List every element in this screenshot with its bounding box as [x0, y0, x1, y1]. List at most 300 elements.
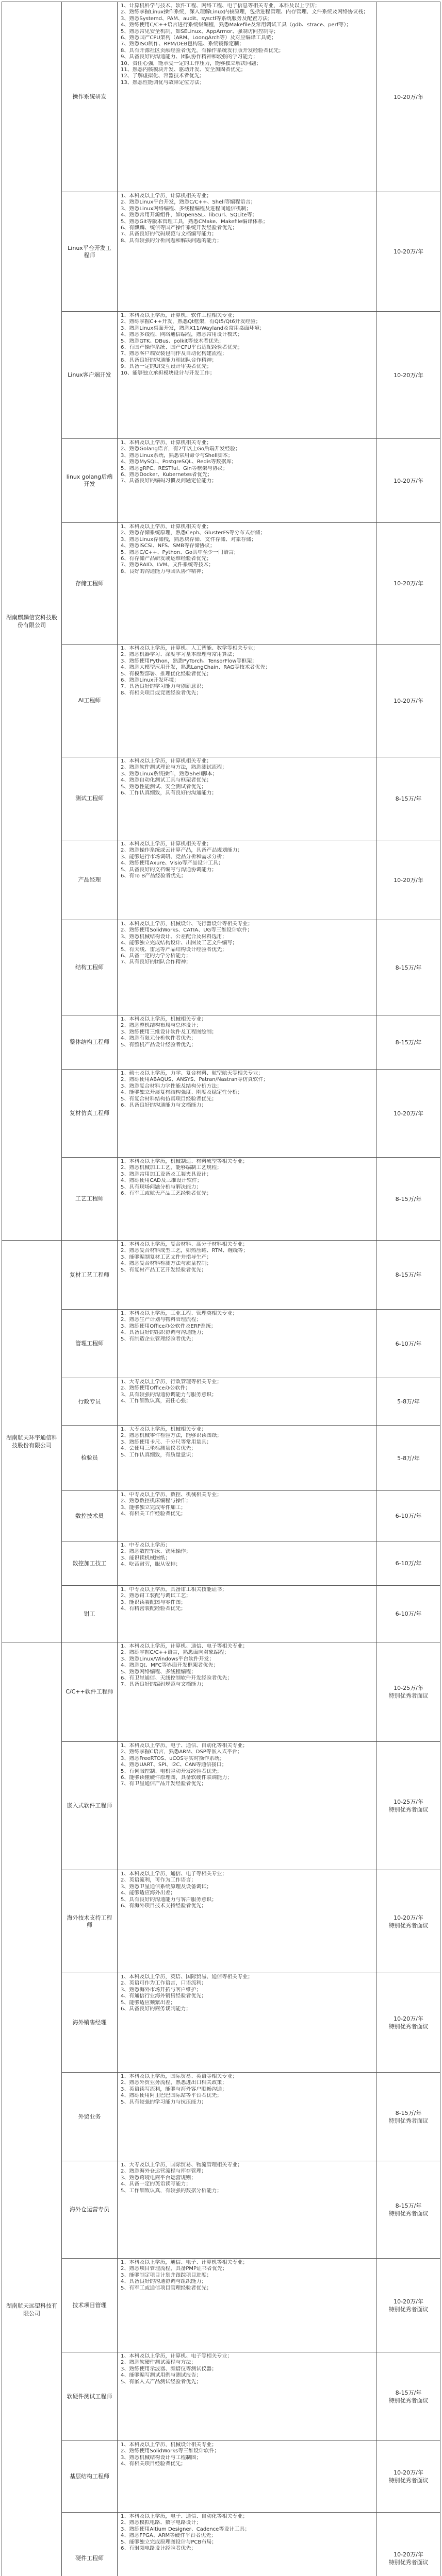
salary-text: 10-20万/年 特别优秀者面议	[388, 1914, 429, 1929]
requirement-line: 2、熟悉钳工装配与调试工艺；	[121, 1593, 191, 1599]
position-title: Linux平台开发工程师	[68, 244, 111, 259]
requirement-line: 5、熟悉网络编程、多线程编程；	[121, 1669, 197, 1675]
requirement-line: 1、中专及以上学历，具备钳工相关技能证书；	[121, 1587, 227, 1592]
requirement-line: 5、熟悉性能测试、安全测试者优先；	[121, 784, 207, 790]
requirement-line: 2、熟悉生产计划与物料管理流程；	[121, 1317, 202, 1323]
requirement-line: 1、本科及以上学历，计算机、软件工程相关专业；	[121, 313, 238, 318]
requirement-line: 3、能够编制复材工艺文件并指导生产；	[121, 1254, 212, 1260]
company-name: 湖南航天远望科技有限公司	[6, 2302, 57, 2317]
position-title: 操作系统研发	[72, 93, 107, 100]
salary-cell	[377, 523, 440, 645]
requirement-line: 1、本科及以上学历，电子、通信、自动化等相关专业；	[121, 1743, 248, 1749]
requirement-line: 4、熟悉iSCSI、NFS、SMB等存储协议；	[121, 543, 216, 549]
salary-cell	[377, 1586, 440, 1642]
position-cell	[62, 2441, 117, 2513]
requirement-line: 4、能够编写测试用例与测试报告；	[121, 2372, 202, 2379]
salary-text: 6-10万/年	[395, 1560, 422, 1567]
requirement-line: 3、英语读写流利，能够与海外客户顺畅沟通；	[121, 2086, 227, 2092]
requirement-line: 1、本科及以上学历，复合材料、高分子材料相关专业；	[121, 1242, 248, 1247]
requirements-cell	[118, 1015, 376, 1070]
requirement-line: 3、具有较强的沟通协调能力与服务意识；	[121, 1392, 217, 1398]
requirement-line: 5、具有良好的沟通能力与客户服务意识；	[121, 1896, 217, 1903]
position-title: 复材工艺工程师	[70, 1271, 109, 1278]
requirement-line: 5、有复合材料结构仿真项目经验者优先；	[121, 1096, 217, 1102]
requirement-line: 4、熟悉自动化测试工具与框架者优先；	[121, 777, 212, 784]
requirement-line: 3、熟悉Linux存储栈，熟悉块存储、文件存储、对象存储；	[121, 536, 257, 543]
requirement-line: 4、有通信行业海外销售经验者优先；	[121, 1993, 207, 1999]
salary-text: 10-20万/年	[394, 248, 423, 255]
position-cell	[62, 1158, 117, 1241]
requirements-cell	[118, 1158, 376, 1241]
requirement-line: 8、具备良好的沟通能力和团队合作精神；	[121, 357, 217, 363]
requirement-line: 3、熟练使用示波器、频谱仪等测试仪器；	[121, 2366, 217, 2372]
requirement-line: 3、熟悉复合材料力学性能及结构分析方法；	[121, 1083, 222, 1089]
position-column	[62, 2, 118, 2576]
requirement-line: 1、本科及以上学历，工业工程、管理类相关专业；	[121, 1311, 238, 1316]
requirement-line: 11、熟悉内核模块开发、驱动开发、安全加固者优先；	[121, 67, 246, 73]
position-cell	[62, 757, 117, 840]
requirement-line: 1、本科及以上学历，机械相关专业；	[121, 1016, 207, 1022]
requirement-line: 1、本科及以上学历，通信、电子等相关专业；	[121, 1871, 227, 1877]
position-cell	[62, 2352, 117, 2441]
requirements-cell	[118, 645, 376, 757]
requirement-line: 5、能够独立完成原理图设计与PCB布局；	[121, 2539, 217, 2545]
position-title: 复材仿真工程师	[70, 1110, 109, 1116]
requirement-line: 10、责任心强，能承受一定的工作压力，能够独立解决问题；	[121, 60, 261, 66]
requirement-line: 2、熟悉整机结构布局与总体设计；	[121, 1023, 202, 1029]
position-title: 测试工程师	[75, 795, 104, 802]
requirements-cell	[118, 1870, 376, 1973]
requirement-line: 1、本科及以上学历，计算机相关专业；	[121, 440, 212, 446]
requirement-line: 2、熟练掌握C++开发，熟悉Qt框架，有Qt5/Qt6开发经验；	[121, 319, 261, 325]
salary-cell	[377, 1241, 440, 1310]
requirement-line: 3、熟练使用Altium Designer、Cadence等设计工具；	[121, 2526, 250, 2532]
salary-text: 6-10万/年	[395, 1340, 422, 1347]
requirement-line: 4、熟悉多线程、网络通信编程，熟悉常用设计模式；	[121, 332, 243, 338]
requirement-line: 3、能够独立完成零件加工；	[121, 1504, 186, 1511]
requirement-line: 5、熟悉常见安全机制，如SELinux、AppArmor、强制访问控制等；	[121, 28, 279, 35]
requirement-line: 2、熟练使用Office办公软件；	[121, 1385, 191, 1392]
position-cell	[62, 1742, 117, 1870]
requirement-line: 5、工作认真细致，有质量意识；	[121, 1452, 197, 1458]
salary-cell	[377, 192, 440, 312]
requirement-line: 7、熟悉RAID、LVM、文件系统等技术；	[121, 562, 214, 568]
company-cell	[2, 1241, 61, 1642]
position-title: 数控技术员	[75, 1512, 104, 1519]
salary-text: 8-15万/年 特别优秀者面议	[388, 2109, 429, 2124]
requirement-line: 6、有麒麟、统信等国产操作系统开发经验者优先；	[121, 225, 238, 231]
requirement-line: 1、本科及以上学历，计算机、电子等相关专业；	[121, 2353, 233, 2359]
requirement-line: 1、本科及以上学历，计算机相关专业；	[121, 758, 212, 764]
requirement-line: 10、能够独立承担模块设计与开发工作；	[121, 370, 215, 376]
requirement-line: 5、有军工或通信项目管理经验者优先；	[121, 2285, 212, 2291]
position-cell	[62, 1541, 117, 1586]
requirement-line: 3、熟悉常用加工设备及工装夹具设计；	[121, 1171, 212, 1177]
requirement-line: 3、熟悉机械结构设计与工程制图；	[121, 2454, 202, 2461]
requirement-line: 6、具备良好的商务谈判能力；	[121, 2006, 191, 2012]
requirement-line: 6、工作认真细致，具有良好的沟通能力；	[121, 790, 217, 796]
salary-cell	[377, 2161, 440, 2259]
requirement-line: 1、中专及以上学历，数控、机械相关专业；	[121, 1492, 222, 1498]
requirement-line: 5、有制造企业管理经验者优先；	[121, 1336, 197, 1342]
requirement-line: 2、熟悉复合材料成型工艺，如热压罐、RTM、缠绕等；	[121, 1248, 249, 1254]
requirement-line: 3、熟悉跨境电商平台运营规则；	[121, 2175, 197, 2181]
requirement-line: 4、具备良好的沟通协调与组织能力；	[121, 2279, 207, 2285]
requirement-line: 2、熟悉机器学习、深度学习基本原理与常用算法；	[121, 652, 238, 658]
salary-text: 6-10万/年	[395, 1513, 422, 1519]
position-cell	[62, 1378, 117, 1426]
requirement-line: 3、熟悉Linux系统操作，熟悉Shell脚本；	[121, 771, 218, 777]
requirement-line: 12、了解虚拟化、容器技术者优先；	[121, 73, 205, 79]
requirements-cell	[118, 1426, 376, 1491]
salary-text: 10-20万/年	[394, 371, 423, 379]
requirement-line: 1、大专及以上学历，机械相关专业；	[121, 1427, 207, 1432]
requirement-line: 2、熟悉软件测试理论与方法，熟悉测试流程；	[121, 765, 227, 771]
requirement-line: 2、熟练掌握C语言，熟悉ARM、DSP等嵌入式平台；	[121, 1749, 242, 1755]
salary-cell	[377, 1070, 440, 1158]
position-cell	[62, 523, 117, 645]
salary-text: 10-20万/年 特别优秀者面议	[388, 2298, 429, 2313]
requirement-line: 5、熟悉gRPC、RESTful、Gin等框架与协议；	[121, 465, 228, 471]
position-title: 海外销售经理	[72, 2019, 107, 2026]
requirement-line: 3、熟悉机械结构设计、公差配合及材料选用；	[121, 934, 227, 940]
requirement-line: 4、熟悉FPGA、ARM等硬件平台者优先；	[121, 2533, 217, 2539]
position-title: 基层结构工程师	[70, 2473, 109, 2480]
requirement-line: 3、熟悉海外市场开拓与客户维护；	[121, 1987, 202, 1993]
requirement-line: 6、有存储产品研发或运维经验者优先；	[121, 556, 212, 562]
requirements-cell	[118, 2513, 376, 2576]
requirement-line: 4、具备一定的英语读写能力；	[121, 2181, 191, 2188]
requirement-line: 7、具备良好的编码规范与文档能力；	[121, 1682, 207, 1688]
requirement-line: 4、熟练使用CAD及三维设计软件；	[121, 1178, 202, 1184]
requirement-line: 6、有军工或航天产品工艺经验者优先；	[121, 1191, 212, 1197]
salary-text: 8-15万/年 特别优秀者面议	[388, 2202, 429, 2217]
position-cell	[62, 1015, 117, 1070]
requirement-line: 3、能够制定项目计划并跟踪项目进度；	[121, 2272, 212, 2278]
position-title: 外贸业务	[78, 2113, 101, 2120]
position-cell	[62, 312, 117, 439]
salary-text: 10-20万/年 特别优秀者面议	[388, 2551, 429, 2566]
requirement-line: 3、能够进行市场调研、竞品分析和需求分析；	[121, 854, 227, 860]
position-cell	[62, 2161, 117, 2259]
requirements-cell	[118, 2441, 376, 2513]
company-cell	[2, 1642, 61, 2576]
requirement-line: 4、熟悉常用开源组件，如OpenSSL、libcurl、SQLite等；	[121, 212, 257, 218]
company-cell	[2, 2, 61, 1241]
position-title: 行政专员	[78, 1398, 101, 1405]
requirement-line: 3、熟悉Linux系统，熟悉常用命令与Shell脚本；	[121, 452, 233, 459]
salary-cell	[377, 2, 440, 192]
salary-text: 8-15万/年	[395, 1272, 422, 1278]
requirement-line: 2、英语流利，可作为工作语言；	[121, 1877, 197, 1884]
requirement-line: 5、具备良好的文档编写与沟通协调能力；	[121, 867, 217, 873]
requirements-cell	[118, 312, 376, 439]
salary-text: 10-20万/年	[394, 477, 423, 484]
salary-cell	[377, 1158, 440, 1241]
position-title: 产品经理	[78, 876, 101, 883]
requirement-line: 6、具备一定的力学分析能力；	[121, 953, 191, 959]
requirements-cell	[118, 1241, 376, 1310]
requirement-line: 1、本科及以上学历，计算机相关专业；	[121, 193, 212, 199]
requirement-line: 7、具有良好的团队合作精神；	[121, 959, 191, 965]
requirement-line: 3、熟练使用三维设计软件及工程图绘制；	[121, 1029, 217, 1035]
position-cell	[62, 439, 117, 523]
requirement-line: 7、具备良好的学习能力与创新意识；	[121, 684, 207, 690]
requirements-cell	[118, 2352, 376, 2441]
requirements-cell	[118, 2073, 376, 2161]
requirement-line: 5、工作细致认真，有较强的数据分析能力；	[121, 2188, 222, 2194]
requirement-line: 4、吃苦耐劳，服从安排；	[121, 1562, 181, 1568]
salary-cell	[377, 2352, 440, 2441]
requirement-line: 2、熟练使用SolidWorks、CATIA、UG等三维设计软件；	[121, 927, 253, 934]
requirements-cell	[118, 1642, 376, 1742]
salary-cell	[377, 1426, 440, 1491]
requirement-line: 5、有伺服控制、电机驱动开发经验者优先；	[121, 1768, 222, 1774]
requirement-line: 1、本科及以上学历，机械设计相关专业；	[121, 2442, 217, 2448]
position-title: 检验员	[81, 1454, 98, 1461]
salary-cell	[377, 2259, 440, 2352]
requirement-line: 8、具有开源社区贡献经验者优先，有操作系统发行版开发经验者优先；	[121, 47, 284, 54]
requirement-line: 1、大专及以上学历，行政管理等相关专业；	[121, 1379, 222, 1385]
position-title: AI工程师	[78, 697, 101, 704]
salary-text: 8-15万/年 特别优秀者面议	[388, 2389, 429, 2404]
position-cell	[62, 840, 117, 920]
salary-text: 10-20万/年	[394, 93, 423, 100]
requirement-line: 4、熟练使用C/C++语言进行系统级编程，熟悉Makefile及常用调试工具（gdb、strace、perf等）；	[121, 22, 352, 28]
salary-text: 5-8万/年	[397, 1454, 420, 1462]
position-cell	[62, 2259, 117, 2352]
requirement-line: 6、有卫星通信、天线控制软件开发经验者优先；	[121, 1675, 233, 1682]
requirement-line: 4、有相关项目经验者优先；	[121, 2461, 186, 2467]
requirement-line: 2、熟悉Linux平台开发，熟悉C/C++、Shell等编程语言；	[121, 199, 256, 206]
salary-text: 10-25万/年 特别优秀者面议	[388, 1685, 429, 1699]
requirement-line: 5、有天线、雷达等产品结构设计经验者优先；	[121, 946, 227, 953]
requirements-cell	[118, 1070, 376, 1158]
requirement-line: 2、熟练使用SolidWorks等三维设计软件；	[121, 2448, 220, 2454]
position-title: 硬件工程师	[75, 2555, 104, 2562]
position-cell	[62, 1870, 117, 1973]
requirement-line: 3、熟悉Linux/Windows平台软件开发；	[121, 1656, 215, 1662]
requirement-line: 8、具有较强的分析问题和解决问题的能力；	[121, 238, 222, 244]
requirement-line: 3、熟悉Linux桌面开发，熟悉X11/Wayland及常用桌面环境；	[121, 325, 265, 331]
requirement-line: 3、能识读机械图纸；	[121, 1555, 171, 1561]
salary-text: 10-20万/年	[394, 876, 423, 884]
requirement-line: 1、本科及以上学历，国际贸易、英语等相关专业；	[121, 2074, 238, 2079]
salary-text: 5-8万/年	[397, 1398, 420, 1405]
requirements-cell	[118, 1541, 376, 1586]
requirements-cell	[118, 2259, 376, 2352]
requirement-line: 6、有To B产品经验者优先；	[121, 873, 186, 879]
requirement-line: 5、具有现场问题分析与解决能力；	[121, 1184, 202, 1190]
requirement-line: 1、计算机科学与技术、软件工程、网络工程、电子信息等相关专业，本科及以上学历；	[121, 3, 320, 9]
position-cell	[62, 1586, 117, 1642]
position-cell	[62, 1241, 117, 1310]
requirement-line: 7、熟悉ISO制作、RPM/DEB包构建、系统镜像定制；	[121, 41, 244, 47]
salary-cell	[377, 2513, 440, 2576]
requirement-line: 2、熟悉操作系统或云计算产品，具备产品规划能力；	[121, 848, 243, 854]
requirements-cell	[118, 1378, 376, 1426]
requirements-cell	[118, 523, 376, 645]
requirement-line: 2、熟悉海外仓运营流程与库存管理；	[121, 2168, 207, 2175]
position-cell	[62, 1491, 117, 1541]
salary-text: 6-10万/年	[395, 1611, 422, 1617]
requirement-line: 1、本科及以上学历，计算机、通信、电子等相关专业；	[121, 1643, 248, 1649]
salary-cell	[377, 1642, 440, 1742]
position-title: 结构工程师	[75, 964, 104, 971]
requirement-line: 3、熟练使用Python，熟悉PyTorch、TensorFlow等框架；	[121, 658, 257, 664]
requirement-line: 2、英语可作为工作语言，口语流利；	[121, 1980, 207, 1987]
requirements-cell	[118, 192, 376, 312]
requirement-line: 6、熟悉Docker、Kubernetes者优先；	[121, 472, 212, 478]
requirement-line: 4、会使用三坐标测量仪者优先；	[121, 1446, 197, 1452]
requirement-line: 9、具备良好的沟通能力、团队协作精神和较强的学习能力；	[121, 54, 258, 60]
requirement-line: 8、有相关项目或竞赛经验者优先；	[121, 690, 202, 696]
salary-cell	[377, 1310, 440, 1378]
salary-cell	[377, 1378, 440, 1426]
position-cell	[62, 2513, 117, 2576]
requirement-line: 6、熟悉国产CPU架构（ARM、LoongArch等）及对应编译工具链；	[121, 35, 276, 41]
salary-text: 10-20万/年	[394, 580, 423, 587]
requirements-cell	[118, 1491, 376, 1541]
requirement-line: 4、熟悉MySQL、PostgreSQL、Redis等数据库；	[121, 459, 237, 465]
requirement-line: 8、良好的沟通能力与团队协作精神；	[121, 568, 207, 574]
position-title: 钳工	[84, 1610, 95, 1617]
position-cell	[62, 2, 117, 192]
requirements-cell	[118, 1742, 376, 1870]
salary-text: 10-20万/年	[394, 697, 423, 704]
requirement-line: 1、本科及以上学历，计算机、人工智能、数学等相关专业；	[121, 646, 258, 651]
requirement-line: 2、熟练掌握Linux操作系统，深入理解Linux内核原理，包括进程管理、内存管理、文件系统及网络协议栈；	[121, 9, 369, 15]
requirement-line: 3、能识读装配图与零件图；	[121, 1599, 186, 1605]
salary-cell	[377, 1491, 440, 1541]
requirement-line: 1、本科及以上学历，机械设计、飞行器设计等相关专业；	[121, 921, 253, 927]
requirement-line: 1、本科及以上学历，电子、通信、自动化等相关专业；	[121, 2514, 248, 2519]
requirements-cell	[118, 1310, 376, 1378]
requirement-line: 2、熟悉Golang语言，有2年以上Go后端开发经验；	[121, 446, 241, 452]
position-title: Linux客户端开发	[68, 371, 111, 378]
salary-text: 10-25万/年 特别优秀者面议	[388, 1799, 429, 1813]
requirements-cell	[118, 920, 376, 1015]
requirement-line: 1、本科及以上学历，计算机相关专业；	[121, 524, 212, 530]
requirements-cell	[118, 2161, 376, 2259]
requirement-line: 4、有精密装配经验者优先；	[121, 1606, 186, 1612]
position-title: 数控加工技工	[72, 1560, 107, 1567]
position-cell	[62, 1426, 117, 1491]
requirement-line: 4、熟悉有限元分析软件者优先；	[121, 1036, 197, 1042]
salary-text: 10-20万/年 特别优秀者面议	[388, 2469, 429, 2484]
requirement-line: 4、熟练使用Axure、Visio等产品设计工具；	[121, 860, 224, 867]
requirement-line: 2、熟悉机械加工工艺，能够编制工艺规程；	[121, 1165, 222, 1171]
requirements-cell	[118, 757, 376, 840]
requirement-line: 5、有嵌入式产品测试经验者优先；	[121, 2379, 202, 2385]
requirement-line: 4、能够适应海外出差；	[121, 1890, 176, 1896]
requirement-line: 2、熟悉软硬件测试流程与方法；	[121, 2360, 197, 2366]
salary-cell	[377, 1541, 440, 1586]
company-column	[2, 2, 62, 2576]
position-cell	[62, 2073, 117, 2161]
requirement-line: 4、能够独立开展复材结构强度、刚度及稳定性分析；	[121, 1090, 243, 1096]
requirement-line: 9、具备一定的UI交互设计审美者优先；	[121, 364, 212, 370]
requirement-line: 4、有相关工作经验者优先；	[121, 1511, 186, 1517]
requirement-line: 4、熟练使用阿里巴巴国际站等平台者优先；	[121, 2093, 222, 2099]
position-cell	[62, 1973, 117, 2073]
requirement-line: 6、有海外项目技术支持经验者优先；	[121, 1903, 207, 1909]
requirement-line: 6、有射频电路设计经验者优先；	[121, 2546, 197, 2552]
requirement-line: 5、熟悉C/C++、Python、Go其中至少一门语言；	[121, 549, 239, 555]
requirement-line: 2、熟练掌握C/C++语言，熟悉面向对象编程；	[121, 1650, 230, 1656]
requirement-line: 1、本科及以上学历，机械制造、材料成型等相关专业；	[121, 1159, 248, 1164]
requirement-line: 7、具备良好的编码习惯及问题定位能力；	[121, 478, 217, 484]
position-title: 嵌入式软件工程师	[67, 1802, 112, 1809]
requirement-line: 3、熟悉Linux网络编程、多线程编程及进程间通信机制；	[121, 206, 252, 212]
salary-cell	[377, 1973, 440, 2073]
requirement-line: 5、有模型部署、推理优化经验者优先；	[121, 671, 212, 677]
recruitment-table	[2, 2, 440, 2576]
salary-text: 8-15万/年	[395, 964, 422, 971]
requirement-line: 6、能够读懂硬件原理图，具备软硬件联调能力；	[121, 1775, 233, 1781]
requirement-line: 7、有卫星通信产品开发经验者优先；	[121, 1781, 207, 1787]
requirement-line: 4、具备良好的组织协调与沟通能力；	[121, 1330, 207, 1336]
salary-text: 10-20万/年	[394, 1110, 423, 1117]
salary-cell	[377, 645, 440, 757]
salary-cell	[377, 920, 440, 1015]
requirement-line: 6、熟悉Linux开发环境；	[121, 677, 179, 684]
requirement-line: 1、中专及以上学历；	[121, 1543, 171, 1548]
salary-text: 8-15万/年	[395, 795, 422, 802]
requirement-line: 5、具有较强的学习能力与抗压能力；	[121, 2099, 207, 2105]
salary-cell	[377, 312, 440, 439]
position-title: 工艺工程师	[75, 1195, 104, 1202]
company-name: 湖南麒麟信安科技股份有限公司	[6, 614, 57, 629]
requirement-line: 3、熟悉FreeRTOS、uCOS等实时操作系统；	[121, 1755, 225, 1761]
salary-cell	[377, 2073, 440, 2161]
requirement-line: 7、熟悉客户端安装包制作及自动化构建流程；	[121, 351, 227, 357]
requirement-line: 5、熟悉GTK、DBus、polkit等技术者优先；	[121, 338, 224, 344]
salary-cell	[377, 1742, 440, 1870]
requirement-line: 5、有复材产品工艺开发经验者优先；	[121, 1267, 207, 1273]
position-title: 整体结构工程师	[70, 1039, 109, 1045]
requirements-column	[118, 2, 377, 2576]
requirement-line: 2、熟悉机械零件检验方法，能够识读图纸；	[121, 1433, 222, 1439]
salary-cell	[377, 2441, 440, 2513]
requirements-cell	[118, 439, 376, 523]
requirement-line: 6、具备良好的沟通能力与文档能力；	[121, 1103, 207, 1109]
requirement-line: 3、熟练使用卡尺、千分尺等常用量具；	[121, 1439, 212, 1445]
requirement-line: 2、熟练使用ABAQUS、ANSYS、Patran/Nastran等仿真软件；	[121, 1077, 269, 1083]
requirement-line: 1、本科及以上学历，计算机相关专业；	[121, 841, 212, 847]
salary-text: 8-15万/年	[395, 1039, 422, 1046]
requirement-line: 3、熟悉Systemd、PAM、audit、sysctl等系统服务及配置方法；	[121, 15, 273, 22]
requirement-line: 4、能够独立完成结构设计、出图及工艺文件编写；	[121, 940, 238, 946]
salary-column	[377, 2, 440, 2576]
position-title: 存储工程师	[75, 580, 104, 587]
company-name: 湖南航天环宇通信科技股份有限公司	[6, 1434, 57, 1449]
requirement-line: 6、有国产操作系统、国产CPU平台适配经验者优先；	[121, 345, 243, 351]
requirement-line: 4、工作细致认真，责任心强；	[121, 1398, 191, 1404]
requirement-line: 4、熟悉复合材料检测方法与质量控制；	[121, 1261, 212, 1267]
requirement-line: 5、有整机产品设计经验者优先；	[121, 1042, 197, 1048]
requirement-line: 13、熟悉性能调优与故障定位方法；	[121, 79, 205, 86]
requirements-cell	[118, 1973, 376, 2073]
requirement-line: 2、熟悉存储系统原理，熟悉Ceph、GlusterFS等分布式存储；	[121, 530, 266, 536]
position-title: 软硬件测试工程师	[67, 2393, 112, 2400]
salary-text: 8-15万/年	[395, 1195, 422, 1202]
requirement-line: 2、熟悉数控机床编程与操作；	[121, 1498, 191, 1504]
requirement-line: 2、熟悉数控车床、铣床操作；	[121, 1549, 191, 1555]
requirements-cell	[118, 1586, 376, 1642]
position-title: C/C++软件工程师	[66, 1688, 113, 1695]
requirement-line: 1、本科及以上学历，通信、电子、计算机等相关专业；	[121, 2260, 248, 2265]
